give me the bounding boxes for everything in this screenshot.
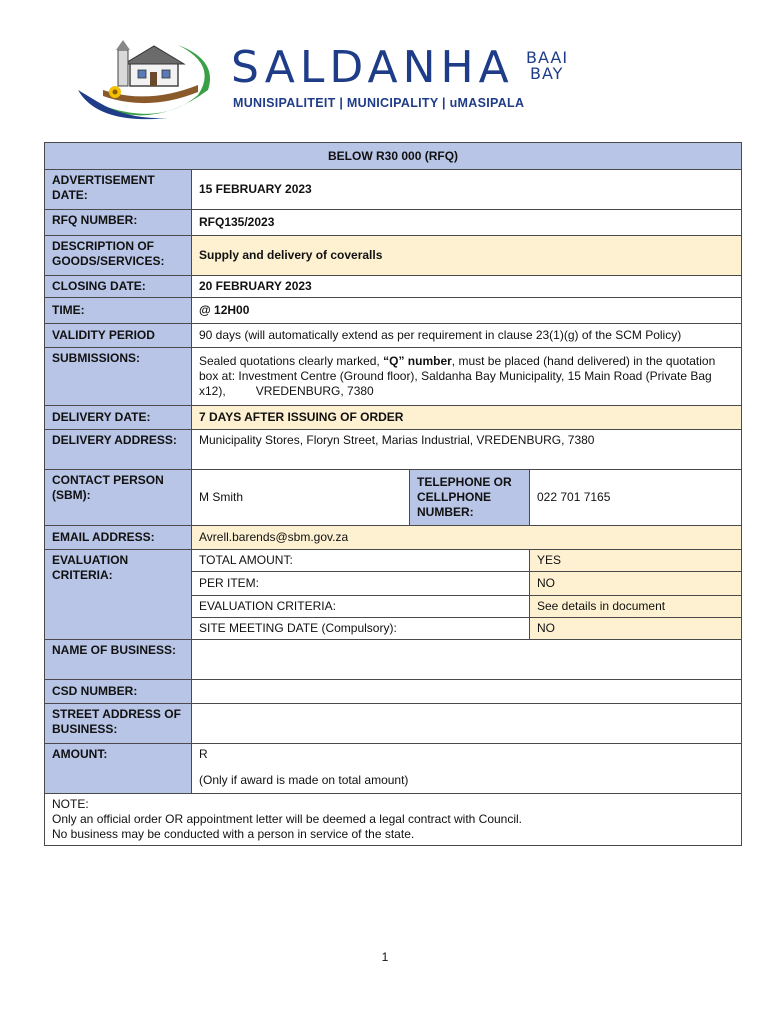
house-logo-icon (68, 30, 228, 130)
table-row (45, 704, 742, 744)
page-number: 1 (381, 950, 389, 964)
eval-value-per-item: NO (530, 572, 742, 596)
eval-key-per-item: PER ITEM: (192, 572, 530, 596)
submissions-value (192, 348, 742, 406)
closing-date-value: 20 FEBRUARY 2023 (192, 276, 742, 298)
email-value: Avrell.barends@sbm.gov.za (192, 526, 742, 550)
form-title-row (45, 143, 742, 170)
eval-value-site-meeting: NO (530, 618, 742, 640)
eval-value-evaluation-criteria: See details in document (530, 596, 742, 618)
municipality-logo (68, 30, 588, 130)
eval-key-evaluation-criteria: EVALUATION CRITERIA: (192, 596, 530, 618)
amount-label: AMOUNT: (45, 744, 192, 794)
table-row (45, 470, 742, 526)
submissions-text-bold: “Q” number (383, 354, 452, 368)
table-row (45, 550, 742, 572)
contact-person-value: M Smith (192, 470, 410, 526)
validity-value: 90 days (will automatically extend as per requirement in clause 23(1)(g) of the SCM Policy) (192, 324, 742, 348)
table-row (45, 526, 742, 550)
contact-person-label: CONTACT PERSON (SBM): (45, 470, 192, 526)
submissions-text-city: VREDENBURG, 7380 (255, 384, 374, 398)
submissions-label: SUBMISSIONS: (45, 348, 192, 406)
rfq-form-table (44, 142, 742, 846)
eval-key-total-amount: TOTAL AMOUNT: (192, 550, 530, 572)
brand-bay: BAY (530, 64, 564, 83)
amount-note: (Only if award is made on total amount) (199, 773, 409, 787)
delivery-address-label: DELIVERY ADDRESS: (45, 430, 192, 470)
rfq-number-value: RFQ135/2023 (192, 210, 742, 236)
brand-subtitle: MUNISIPALITEIT | MUNICIPALITY | uMASIPALA (233, 96, 525, 110)
evaluation-criteria-label: EVALUATION CRITERIA: (45, 550, 192, 640)
amount-currency: R (199, 747, 208, 761)
csd-number-field[interactable] (192, 680, 742, 704)
advertisement-date-value: 15 FEBRUARY 2023 (192, 170, 742, 210)
closing-date-label: CLOSING DATE: (45, 276, 192, 298)
note-cell (45, 794, 742, 846)
table-row (45, 680, 742, 704)
description-label: DESCRIPTION OF GOODS/SERVICES: (45, 236, 192, 276)
description-value: Supply and delivery of coveralls (192, 236, 742, 276)
telephone-value: 022 701 7165 (530, 470, 742, 526)
table-row (45, 298, 742, 324)
table-row (45, 406, 742, 430)
note-line-2: No business may be conducted with a person in service of the state. (52, 827, 415, 841)
table-row (45, 640, 742, 680)
note-title: NOTE: (52, 797, 89, 811)
name-of-business-label: NAME OF BUSINESS: (45, 640, 192, 680)
table-row (45, 744, 742, 794)
submissions-text-before: Sealed quotations clearly marked, (199, 354, 384, 368)
delivery-address-value: Municipality Stores, Floryn Street, Marias Industrial, VREDENBURG, 7380 (192, 430, 742, 470)
table-row (45, 794, 742, 846)
email-label: EMAIL ADDRESS: (45, 526, 192, 550)
delivery-date-value: 7 DAYS AFTER ISSUING OF ORDER (192, 406, 742, 430)
note-line-1: Only an official order OR appointment letter will be deemed a legal contract with Council. (52, 812, 523, 826)
table-row (45, 430, 742, 470)
brand-baai: BAAI (526, 48, 569, 67)
validity-label: VALIDITY PERIOD (45, 324, 192, 348)
table-row (45, 348, 742, 406)
table-row (45, 276, 742, 298)
csd-number-label: CSD NUMBER: (45, 680, 192, 704)
table-row (45, 236, 742, 276)
eval-value-total-amount: YES (530, 550, 742, 572)
street-address-label: STREET ADDRESS OF BUSINESS: (45, 704, 192, 744)
table-row (45, 210, 742, 236)
form-title: BELOW R30 000 (RFQ) (45, 143, 742, 170)
eval-key-site-meeting: SITE MEETING DATE (Compulsory): (192, 618, 530, 640)
time-value: @ 12H00 (192, 298, 742, 324)
table-row (45, 170, 742, 210)
advertisement-date-label: ADVERTISEMENT DATE: (45, 170, 192, 210)
submissions-text-after: , must be placed (hand delivered) in the quotation box at: Investment Centre (Ground floor), Saldanha Bay Municipality, 15 Main Road (Private Bag x12), (199, 354, 716, 398)
brand-name: SALDANHA (231, 42, 514, 93)
rfq-number-label: RFQ NUMBER: (45, 210, 192, 236)
street-address-field[interactable] (192, 704, 742, 744)
delivery-date-label: DELIVERY DATE: (45, 406, 192, 430)
amount-field[interactable] (192, 744, 742, 794)
table-row (45, 324, 742, 348)
name-of-business-field[interactable] (192, 640, 742, 680)
time-label: TIME: (45, 298, 192, 324)
telephone-label: TELEPHONE OR CELLPHONE NUMBER: (410, 470, 530, 526)
